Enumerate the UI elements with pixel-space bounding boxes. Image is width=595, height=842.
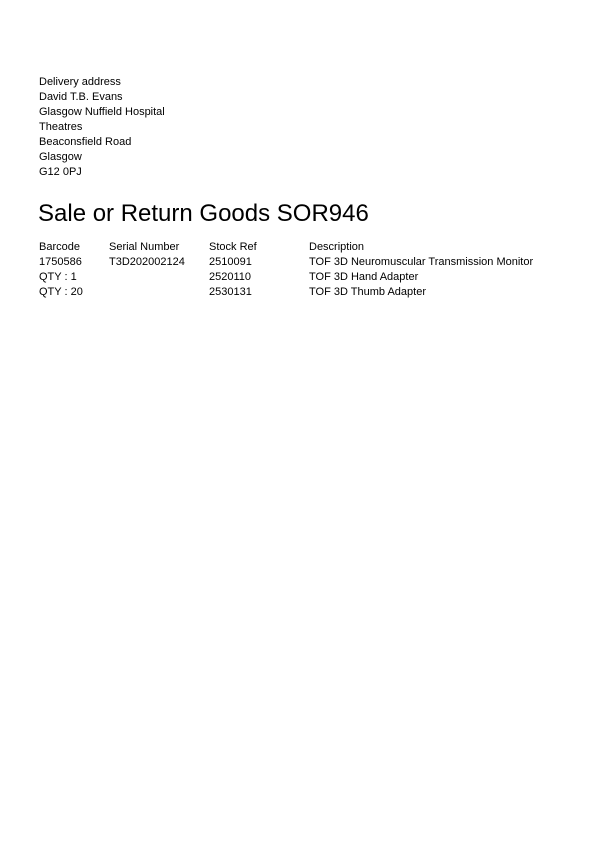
cell-description: TOF 3D Thumb Adapter [309,286,426,298]
header-description: Description [309,241,365,253]
cell-quantity: QTY : 1 [39,271,77,283]
address-line-street: Beaconsfield Road [39,136,132,148]
address-line-postcode: G12 0PJ [39,166,82,178]
cell-stock-ref: 2510091 [209,256,252,268]
cell-quantity: QTY : 20 [39,286,83,298]
delivery-address-block [39,75,165,180]
address-line-organisation: Glasgow Nuffield Hospital [39,106,165,118]
cell-barcode: 1750586 [39,256,82,268]
cell-serial-number: T3D202002124 [109,256,185,268]
cell-stock-ref: 2530131 [209,286,252,298]
delivery-address-heading: Delivery address [39,76,121,88]
address-line-department: Theatres [39,121,83,133]
header-barcode: Barcode [39,241,80,253]
recipient-name: David T.B. Evans [39,91,123,103]
document-title: Sale or Return Goods SOR946 [38,200,369,227]
cell-description: TOF 3D Neuromuscular Transmission Monitor [309,256,534,268]
header-serial-number: Serial Number [109,241,180,253]
cell-stock-ref: 2520110 [209,271,252,283]
address-line-city: Glasgow [39,151,82,163]
header-stock-ref: Stock Ref [209,241,257,253]
cell-description: TOF 3D Hand Adapter [309,271,419,283]
